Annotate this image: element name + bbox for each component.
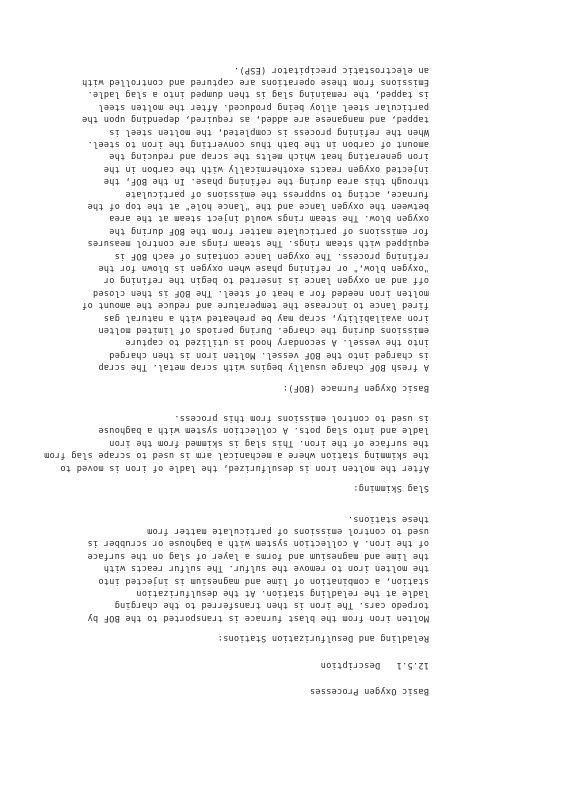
- text-line: equipped with steam rings. The steam rings are control measures: [87, 238, 429, 249]
- text-line: iron availability, scrap may be preheated with a natural gas: [103, 312, 429, 323]
- text-line: injected oxygen reacts exothermically with the carbon in the: [103, 163, 429, 174]
- section-number: 12.5.1: [396, 659, 429, 670]
- text-line: into the vessel. A secondary hood is utilized to capture: [125, 337, 429, 348]
- text-line: refining process. The oxygen lance contains of each BOF is: [114, 250, 429, 261]
- text-line: Emissions from these operations are captured and controlled with: [81, 76, 429, 87]
- text-line: these stations.: [347, 513, 429, 524]
- slag-skimming-paragraph: [43, 412, 429, 474]
- section-heading: [99, 658, 429, 670]
- text-line: of the iron. A collection system with a baghouse or scrubber is: [87, 538, 429, 549]
- text-line: the skimming station where a mechanical arm is used to scrape slag from: [43, 450, 429, 461]
- text-line: When the refining process is completed, the molten steel is: [108, 126, 429, 137]
- text-line: through this area during the refining phase. In the BOF, the: [103, 176, 429, 187]
- text-line: oxygen blow. The steam rings would inject steam at the area: [108, 213, 429, 224]
- bof-heading: Basic Oxygen Furnace (BOF):: [282, 382, 429, 393]
- text-line: emissions during the charge. During periods of limited molten: [98, 325, 429, 336]
- text-line: ladle and into slag pots. A collection system with a baghouse: [98, 425, 429, 436]
- text-line: is charged into the BOF vessel. Molten iron is then charged: [108, 349, 429, 360]
- document-heading: Basic Oxygen Processes: [309, 686, 429, 696]
- text-line: "oxygen blow," or refining phase when oxygen is blown for the: [98, 263, 429, 274]
- text-line: tapped, and manganese are added, as required, depending upon the: [81, 114, 429, 125]
- section-title: Description: [320, 659, 381, 670]
- text-line: between the oxygen lance and the "lance hole" at the top of the: [87, 201, 429, 211]
- document-body: [43, 51, 429, 697]
- text-line: A fresh BOF charge usually begins with scrap metal. The scrap: [98, 362, 429, 373]
- text-line: iron generating heat which melts the scrap and reducing the: [108, 151, 429, 162]
- reladling-paragraph: [87, 512, 429, 624]
- text-line: off and an oxygen lance is inserted to begin the refining or: [103, 275, 429, 286]
- bof-paragraph: [81, 63, 429, 373]
- text-line: ladle at the reladling station. At the desulfurization: [136, 587, 429, 598]
- text-line: is used to control emissions from this process.: [174, 413, 429, 424]
- text-line: particular steel alloy being produced. After the molten steel: [98, 101, 429, 112]
- text-line: the molten iron to remove the sulfur. The sulfur reacts with: [103, 563, 429, 574]
- text-line: molten iron needed for a heat of steel. The BOF is then closed: [92, 287, 429, 298]
- slag-skimming-heading: Slag Skimming:: [353, 483, 429, 494]
- text-line: station, a combination of lime and magnesium is injected into: [98, 575, 429, 586]
- text-line: torpedo cars. The iron is then transferred to the charging: [114, 600, 429, 611]
- text-line: Molten iron from the blast furnace is transported to the BOF by: [87, 612, 429, 623]
- text-line: is tapped, the remaining slag is then dumped into a slag ladle.: [87, 89, 429, 100]
- text-line: the lime and magnesium and forms a layer of slag on the surface: [87, 550, 429, 561]
- text-line: for emissions of particulate matter from the BOF during the: [108, 225, 429, 236]
- text-line: used to control emissions of particulate matter from: [146, 525, 429, 536]
- reladling-heading: Reladling and Desulfurization Stations:: [217, 633, 429, 644]
- text-line: amount of carbon in the bath thus converting the iron to steel.: [87, 138, 429, 149]
- text-line: an electrostatic precipitator (ESP).: [233, 64, 429, 75]
- text-line: furnace, acting to suppress the emissions of particulate: [125, 188, 429, 199]
- text-line: fired lance to increase the temperature and reduce the amount of: [81, 300, 429, 311]
- text-line: After the molten iron is desulfurized, the ladle of iron is moved to: [60, 462, 429, 473]
- text-line: the surface of the iron. This slag is skimmed from the iron: [108, 437, 429, 448]
